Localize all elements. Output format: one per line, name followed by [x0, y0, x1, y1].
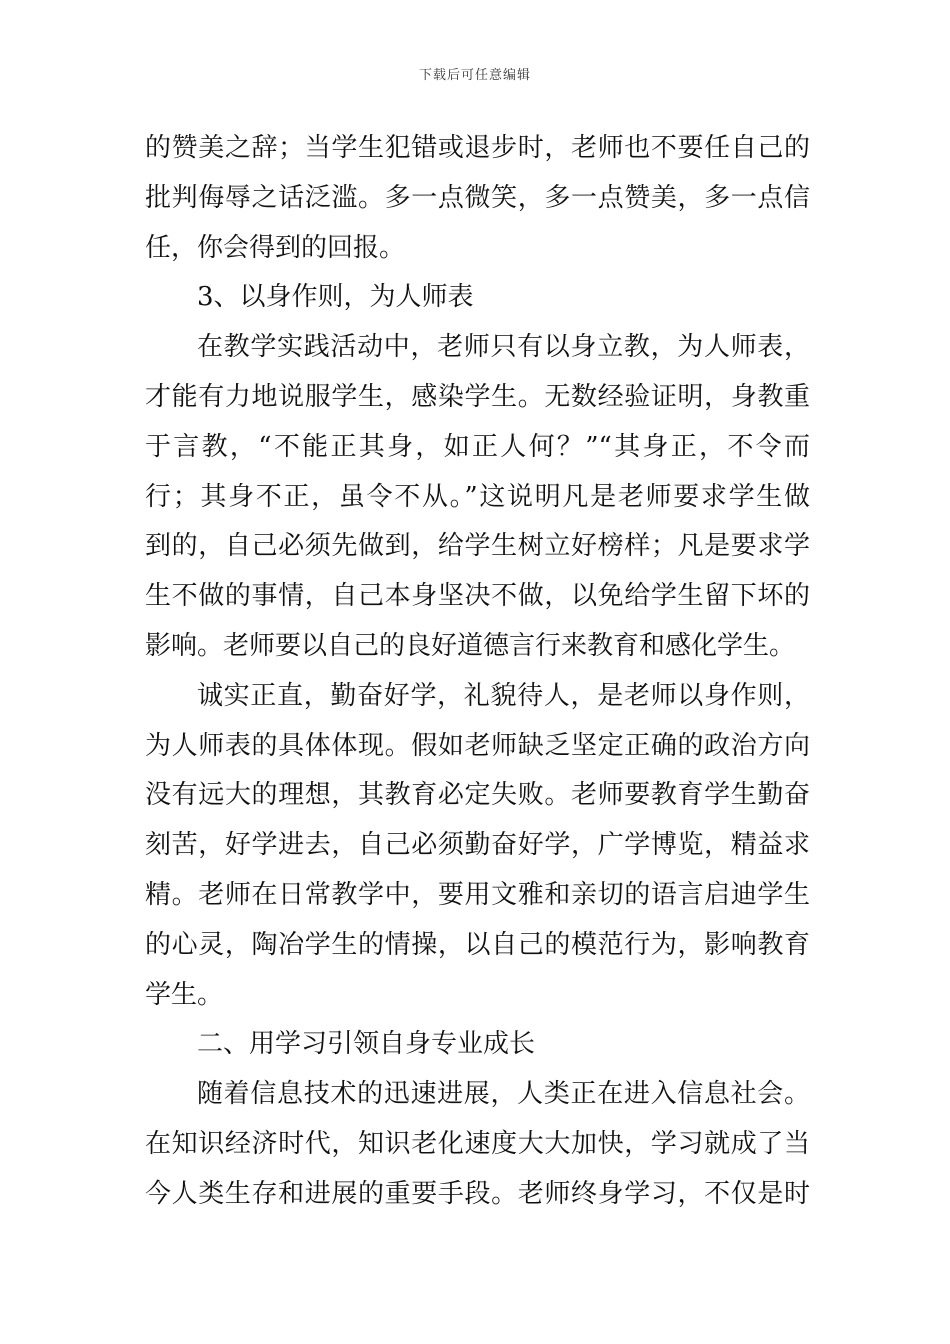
text-line: 为人师表的具体体现。假如老师缺乏坚定正确的政治方向	[145, 730, 810, 761]
text-line: 在教学实践活动中，老师只有以身立教，为人师表，	[197, 332, 810, 363]
text-line: 诚实正直，勤奋好学，礼貌待人，是老师以身作则，	[197, 680, 810, 711]
text-line: 影响。老师要以自己的良好道德言行来教育和感化学生。	[145, 630, 796, 661]
section-heading: 3、以身作则，为人师表	[197, 282, 474, 313]
section-heading: 二、用学习引领自身专业成长	[197, 1029, 536, 1060]
text-line: 刻苦，好学进去，自己必须勤奋好学，广学博览，精益求	[145, 830, 810, 861]
text-line: 没有远大的理想，其教育必定失败。老师要教育学生勤奋	[145, 780, 810, 811]
text-line: 在知识经济时代，知识老化速度大大加快，学习就成了当	[145, 1128, 810, 1159]
text-line: 今人类生存和进展的重要手段。老师终身学习，不仅是时	[145, 1178, 810, 1209]
text-line: 到的，自己必须先做到，给学生树立好榜样；凡是要求学	[145, 531, 810, 562]
text-line: 生不做的事情，自己本身坚决不做，以免给学生留下坏的	[145, 581, 810, 612]
text-line: 的心灵，陶冶学生的情操，以自己的模范行为，影响教育	[145, 929, 810, 960]
text-line: 随着信息技术的迅速进展，人类正在进入信息社会。	[197, 1079, 810, 1110]
text-line: 的赞美之辞；当学生犯错或退步时，老师也不要任自己的	[145, 133, 810, 163]
text-line: 学生。	[145, 979, 224, 1010]
text-line: 行；其身不正，虽令不从。”这说明凡是老师要求学生做	[145, 481, 810, 512]
text-line: 任，你会得到的回报。	[145, 232, 406, 263]
text-line: 于言教，“不能正其身，如正人何？”“其身正，不令而	[145, 431, 810, 462]
text-line: 批判侮辱之话泛滥。多一点微笑，多一点赞美，多一点信	[145, 182, 810, 213]
text-line: 精。老师在日常教学中，要用文雅和亲切的语言启迪学生	[145, 879, 810, 910]
text-line: 才能有力地说服学生，感染学生。无数经验证明，身教重	[145, 381, 810, 412]
page-header: 下载后可任意编辑	[418, 68, 531, 83]
document-body	[145, 124, 810, 1220]
